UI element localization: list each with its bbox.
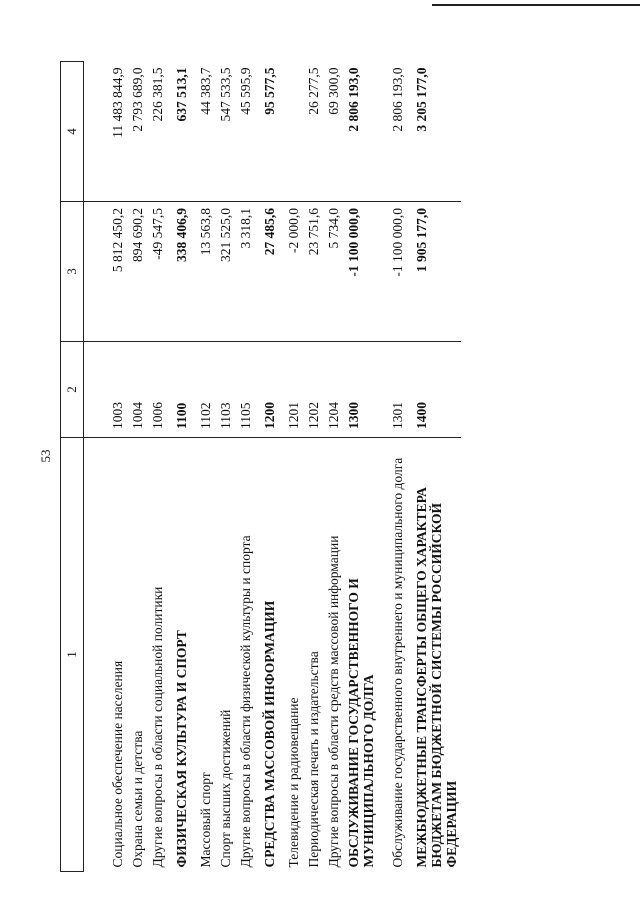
row-value-col4: 547 533,5 [218, 67, 233, 122]
row-value-col4 [279, 62, 303, 202]
row-value-col3: 894 690,2 [127, 202, 147, 342]
row-value-col3: 1 905 177,0 [407, 202, 461, 342]
row-value-col3: 5 734,0 [323, 202, 343, 342]
row-value-col4: 2 806 193,0 [346, 67, 361, 132]
header-col-4: 4 [61, 62, 84, 202]
row-value-col3: 321 525,0 [215, 202, 235, 342]
table-row [191, 62, 215, 872]
row-value-col4: 226 381,5 [150, 67, 165, 122]
row-name: ФИЗИЧЕСКАЯ КУЛЬТУРА И СПОРТ [167, 438, 191, 872]
table-row [147, 62, 167, 872]
row-value-col4: 44 383,7 [198, 67, 213, 115]
row-value-col3: -49 547,5 [147, 202, 167, 342]
row-code: 1100 [167, 342, 191, 438]
table-row [407, 62, 461, 872]
row-value-col4: 3 205 177,0 [414, 67, 429, 132]
row-value-col4: 2 806 193,0 [390, 67, 405, 132]
row-code: 1102 [191, 342, 215, 438]
table-row [323, 62, 343, 872]
header-col-2: 2 [61, 342, 84, 438]
row-name: Другие вопросы в области средств массовой информации [323, 438, 343, 872]
row-name: Социальное обеспечение населения [84, 438, 128, 872]
row-value-col3: 5 812 450,2 [84, 202, 128, 342]
row-name: Массовый спорт [191, 438, 215, 872]
row-value-col3: 23 751,6 [303, 202, 323, 342]
row-value-col3: -1 100 000,0 [343, 202, 378, 342]
budget-table [60, 61, 461, 872]
row-value-col3: 13 563,8 [191, 202, 215, 342]
row-name: ОБСЛУЖИВАНИЕ ГОСУДАРСТВЕННОГО И МУНИЦИПАЛЬНОГО ДОЛГА [343, 438, 378, 872]
page-number: 53 [38, 449, 53, 463]
row-value-col4: 11 483 844,9 [110, 67, 125, 138]
row-value-col4: 95 577,5 [262, 67, 277, 115]
table-row [378, 62, 407, 872]
table-row [343, 62, 378, 872]
table-row [303, 62, 323, 872]
row-name: Телевидение и радиовещание [279, 438, 303, 872]
row-value-col3: -2 000,0 [279, 202, 303, 342]
row-name: Охрана семьи и детства [127, 438, 147, 872]
row-value-col4: 45 595,9 [238, 67, 253, 115]
table-row [279, 62, 303, 872]
row-name: Спорт высших достижений [215, 438, 235, 872]
row-code: 1103 [215, 342, 235, 438]
row-code: 1200 [255, 342, 279, 438]
row-code: 1202 [303, 342, 323, 438]
row-name: СРЕДСТВА МАССОВОЙ ИНФОРМАЦИИ [255, 438, 279, 872]
row-value-col4: 2 793 689,0 [130, 67, 145, 132]
table-row [215, 62, 235, 872]
row-code: 1400 [407, 342, 461, 438]
row-code: 1201 [279, 342, 303, 438]
budget-table-rotated [60, 62, 610, 872]
row-value-col4: 637 513,1 [174, 67, 189, 122]
table-row [127, 62, 147, 872]
table-row [84, 62, 128, 872]
row-value-col3: 3 318,1 [235, 202, 255, 342]
row-name: Обслуживание государственного внутреннего и муниципального долга [378, 438, 407, 872]
header-col-3: 3 [61, 202, 84, 342]
row-code: 1006 [147, 342, 167, 438]
table-header-row [61, 62, 84, 872]
row-value-col3: 338 406,9 [167, 202, 191, 342]
row-code: 1003 [84, 342, 128, 438]
row-code: 1301 [378, 342, 407, 438]
row-code: 1300 [343, 342, 378, 438]
table-row [167, 62, 191, 872]
row-value-col3: 27 485,6 [255, 202, 279, 342]
row-code: 1204 [323, 342, 343, 438]
row-name: Другие вопросы в области социальной политики [147, 438, 167, 872]
row-name: Периодическая печать и издательства [303, 438, 323, 872]
row-value-col4: 26 277,5 [306, 67, 321, 115]
row-name: МЕЖБЮДЖЕТНЫЕ ТРАНСФЕРТЫ ОБЩЕГО ХАРАКТЕРА БЮДЖЕТАМ БЮДЖЕТНОЙ СИСТЕМЫ РОССИЙСКОЙ ФЕДЕРАЦИИ [407, 438, 461, 872]
row-code: 1004 [127, 342, 147, 438]
table-row [235, 62, 255, 872]
row-value-col3: -1 100 000,0 [378, 202, 407, 342]
header-col-1: 1 [61, 438, 84, 872]
table-row [255, 62, 279, 872]
row-name: Другие вопросы в области физической культуры и спорта [235, 438, 255, 872]
row-value-col4: 69 300,0 [326, 67, 341, 115]
row-code: 1105 [235, 342, 255, 438]
top-rule [432, 4, 640, 6]
